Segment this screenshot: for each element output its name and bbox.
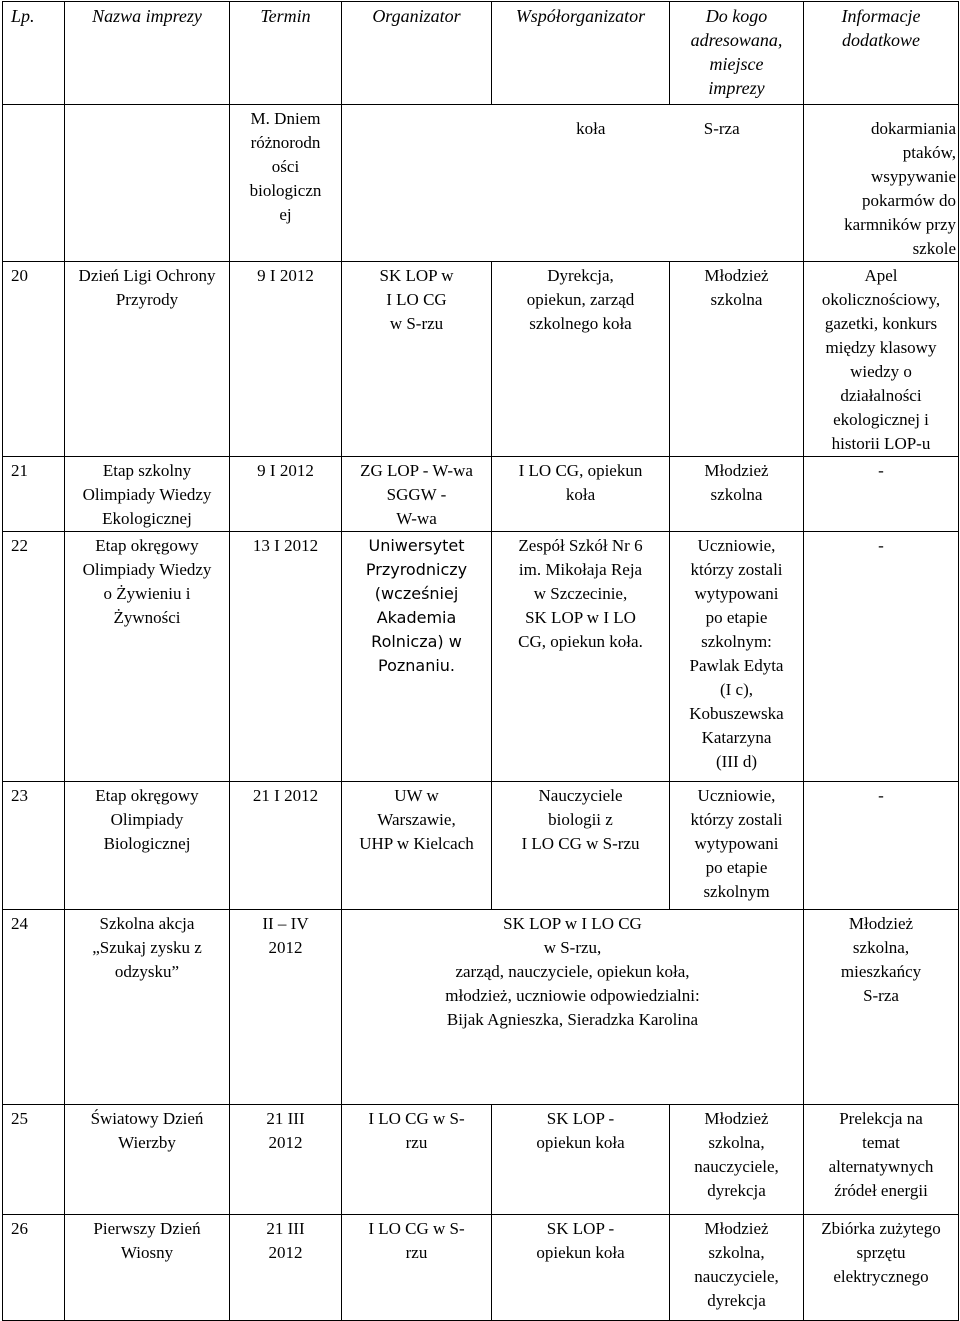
cell-name — [65, 782, 230, 910]
cell-text-line: wsypywanie — [871, 167, 956, 186]
cell-text-line: koła — [565, 485, 596, 504]
cell-info — [804, 1215, 959, 1321]
table-row — [3, 532, 959, 782]
cell-text-line: nauczyciele, — [694, 1157, 779, 1176]
cell-text-line: Uniwersytet — [368, 536, 465, 555]
cell-text-line: szkolnym — [703, 882, 770, 901]
cell-lp — [3, 1105, 65, 1215]
cell-text-line: 20 — [11, 266, 28, 285]
cell-target — [670, 782, 804, 910]
cell-co-organizer — [492, 782, 670, 910]
cell-text-line: - — [878, 786, 884, 805]
cell-name — [65, 1105, 230, 1215]
cell-text-line: sprzętu — [856, 1243, 906, 1262]
cell-organizer — [342, 457, 492, 532]
cell-target — [804, 910, 959, 1105]
cell-text-line: 9 I 2012 — [257, 461, 314, 480]
cell-text-line: karmników przy — [844, 215, 956, 234]
cell-text-line: w Szczecinie, — [533, 584, 628, 603]
cell-text-line: Etap okręgowy — [95, 536, 199, 555]
cell-text-line: 21 III — [266, 1109, 305, 1128]
cell-text-line: dyrekcja — [707, 1181, 766, 1200]
cell-text-line: Młodzież — [704, 266, 769, 285]
cell-text-line: o Żywieniu i — [103, 584, 191, 603]
cell-info — [804, 782, 959, 910]
cell-text-line: gazetki, konkurs — [824, 314, 938, 333]
cell-text-line: Apel — [864, 266, 898, 285]
cell-text-line: Do kogo — [705, 6, 768, 26]
cell-text-line: mieszkańcy — [840, 962, 922, 981]
cell-text-line: którzy zostali — [690, 810, 783, 829]
cell-text-line: im. Mikołaja Reja — [518, 560, 643, 579]
cell-text-line: Wierzby — [118, 1133, 176, 1152]
cell-info — [804, 532, 959, 782]
cell-text-line: Katarzyna — [701, 728, 772, 747]
cell-info — [804, 105, 959, 262]
cell-text-line: Przyrodniczy — [365, 560, 468, 579]
cell-text-line: 22 — [11, 536, 28, 555]
cont-text-right: S-rza — [703, 119, 740, 138]
cell-text-line: SGGW - — [386, 485, 447, 504]
cell-text-line: Młodzież — [848, 914, 914, 933]
cell-text-line: po etapie — [705, 858, 768, 877]
cell-text-line: Młodzież — [704, 1219, 769, 1238]
cell-text-line: Kobuszewska — [689, 704, 784, 723]
cell-text-line: Warszawie, — [377, 810, 456, 829]
cell-name — [65, 532, 230, 782]
cell-target — [670, 457, 804, 532]
cell-text-line: w S-rzu — [389, 314, 444, 333]
cell-text-line: ptaków, — [902, 143, 956, 162]
cell-text-line: Akademia — [376, 608, 457, 627]
cell-text-line: szkolna — [710, 485, 763, 504]
cell-co-organizer — [492, 1215, 670, 1321]
table-row — [3, 1215, 959, 1321]
cell-co-organizer — [492, 457, 670, 532]
cell-text-line: Nauczyciele — [538, 786, 623, 805]
cell-text-line: W-wa — [396, 509, 437, 528]
cell-target — [670, 1105, 804, 1215]
cell-name — [65, 105, 230, 262]
cell-text-line: 25 — [11, 1109, 28, 1128]
cell-text-line: 2012 — [268, 1133, 303, 1152]
cell-text-line: 13 I 2012 — [252, 536, 319, 555]
cell-lp — [3, 105, 65, 262]
cell-text-line: źródeł energii — [834, 1181, 928, 1200]
cell-text-line: opiekun, zarząd — [526, 290, 635, 309]
cell-text-line: II – IV — [262, 914, 309, 933]
cell-text-line: I LO CG, opiekun — [518, 461, 643, 480]
cell-text-line: 24 — [11, 914, 28, 933]
cell-text-line: imprezy — [708, 78, 765, 98]
cell-date — [230, 262, 342, 457]
cell-text-line: działalności — [840, 386, 922, 405]
cell-text-line: Pawlak Edyta — [689, 656, 784, 675]
cell-organizer — [342, 782, 492, 910]
header-target — [670, 2, 804, 105]
cell-text-line: 23 — [11, 786, 28, 805]
cell-text-line: Olimpiady Wiedzy — [82, 560, 212, 579]
cell-text-line: Wiosny — [120, 1243, 174, 1262]
cell-date — [230, 910, 342, 1105]
cell-date — [230, 1105, 342, 1215]
cell-text-line: (III d) — [715, 752, 758, 771]
cell-text-line: szkolna, — [708, 1133, 765, 1152]
cell-text-line: Olimpiady — [110, 810, 184, 829]
events-table — [2, 1, 959, 1321]
cell-organizer — [342, 262, 492, 457]
cell-text-line: rzu — [405, 1133, 428, 1152]
cell-date — [230, 782, 342, 910]
cell-name — [65, 457, 230, 532]
cell-info — [804, 1105, 959, 1215]
cell-text-line: CG, opiekun koła. — [518, 632, 643, 651]
table-row — [3, 782, 959, 910]
table-row — [3, 1105, 959, 1215]
cell-text-line: Zbiórka zużytego — [821, 1219, 941, 1238]
cell-text-line: Poznaniu. — [377, 656, 456, 675]
cell-target — [670, 532, 804, 782]
cell-text-line: S-rza — [863, 986, 899, 1005]
cell-text-line: opiekun koła — [536, 1243, 625, 1262]
cell-organizer — [342, 532, 492, 782]
cell-text-line: SK LOP w — [379, 266, 454, 285]
table-row — [3, 105, 959, 262]
cell-info — [804, 457, 959, 532]
cell-text-line: Uczniowie, — [697, 536, 776, 555]
cell-text-line: szkolna, — [852, 938, 910, 957]
cell-text-line: Etap szkolny — [102, 461, 192, 480]
cell-info — [804, 262, 959, 457]
cell-text-line: okolicznościowy, — [821, 290, 941, 309]
cell-text-line: Żywności — [113, 608, 181, 627]
cell-text-line: różnorodn — [250, 133, 321, 152]
header-co-organizer: Współorganizator — [492, 2, 670, 105]
cell-text-line: (wcześniej — [374, 584, 459, 603]
cell-lp — [3, 910, 65, 1105]
cell-merged-continuation — [342, 105, 804, 262]
cell-text-line: szkolnym: — [701, 632, 772, 651]
cell-date — [230, 532, 342, 782]
cell-text-line: Światowy Dzień — [90, 1109, 204, 1128]
cell-text-line: SK LOP - — [546, 1109, 615, 1128]
cell-organizer — [342, 1105, 492, 1215]
cell-text-line: - — [878, 461, 884, 480]
cell-text-line: 21 I 2012 — [252, 786, 319, 805]
cell-text-line: miejsce — [709, 54, 764, 74]
header-name: Nazwa imprezy — [65, 2, 230, 105]
cell-text-line: (I c), — [719, 680, 754, 699]
cont-text-left: koła — [576, 119, 606, 138]
cell-target — [670, 1215, 804, 1321]
cell-lp — [3, 457, 65, 532]
cell-text-line: 21 — [11, 461, 28, 480]
cell-text-line: SK LOP w I LO CG — [503, 914, 642, 933]
cell-text-line: alternatywnych — [828, 1157, 934, 1176]
cell-text-line: M. Dniem — [250, 109, 321, 128]
cell-text-line: 26 — [11, 1219, 28, 1238]
cell-text-line: dyrekcja — [707, 1291, 766, 1310]
cell-text-line: UHP w Kielcach — [359, 834, 474, 853]
cell-date — [230, 105, 342, 262]
cell-text-line: Ekologicznej — [102, 509, 192, 528]
cell-date — [230, 457, 342, 532]
cell-text-line: w S-rzu, — [543, 938, 602, 957]
cell-text-line: Młodzież — [704, 1109, 769, 1128]
cell-text-line: biologiczn — [249, 181, 322, 200]
cell-target — [670, 262, 804, 457]
cell-text-line: Pierwszy Dzień — [93, 1219, 201, 1238]
cell-co-organizer — [492, 262, 670, 457]
cell-text-line: między klasowy — [825, 338, 937, 357]
cell-text-line: biologii z — [548, 810, 613, 829]
header-row — [3, 2, 959, 105]
cell-text-line: Bijak Agnieszka, Sieradzka Karolina — [446, 1010, 699, 1029]
table-row — [3, 457, 959, 532]
cell-merged-organizers — [342, 910, 804, 1105]
cell-text-line: rzu — [405, 1243, 428, 1262]
cell-text-line: Biologicznej — [103, 834, 191, 853]
cell-text-line: - — [878, 536, 884, 555]
cell-text-line: temat — [862, 1133, 900, 1152]
cell-text-line: szkolnego koła — [529, 314, 632, 333]
cell-text-line: 2012 — [268, 938, 303, 957]
cell-text-line: odzysku” — [114, 962, 180, 981]
cell-text-line: Dzień Ligi Ochrony — [78, 266, 216, 285]
cell-lp — [3, 782, 65, 910]
cell-text-line: po etapie — [705, 608, 768, 627]
cell-text-line: młodzież, uczniowie odpowiedzialni: — [445, 986, 700, 1005]
cell-text-line: Zespół Szkół Nr 6 — [518, 536, 643, 555]
table-row — [3, 910, 959, 1105]
cell-text-line: Szkolna akcja — [99, 914, 195, 933]
cell-text-line: Uczniowie, — [697, 786, 776, 805]
cell-text-line: wytypowani — [694, 584, 779, 603]
cell-text-line: nauczyciele, — [694, 1267, 779, 1286]
cell-name — [65, 1215, 230, 1321]
cell-lp — [3, 532, 65, 782]
cell-text-line: dodatkowe — [842, 30, 920, 50]
cell-text-line: pokarmów do — [862, 191, 956, 210]
cell-text-line: szkolna — [710, 290, 763, 309]
header-date: Termin — [230, 2, 342, 105]
cell-text-line: wiedzy o — [850, 362, 912, 381]
cell-text-line: Dyrekcja, — [547, 266, 614, 285]
cell-name — [65, 262, 230, 457]
header-lp: Lp. — [3, 2, 65, 105]
cell-text-line: elektrycznego — [833, 1267, 929, 1286]
cell-lp — [3, 262, 65, 457]
cell-text-line: „Szukaj zysku z — [92, 938, 202, 957]
cell-text-line: adresowana, — [690, 30, 783, 50]
cell-text-line: dokarmiania — [871, 119, 956, 138]
cell-text-line: którzy zostali — [690, 560, 783, 579]
cell-text-line: Przyrody — [115, 290, 179, 309]
cell-text-line: 9 I 2012 — [257, 266, 314, 285]
header-organizer: Organizator — [342, 2, 492, 105]
cell-text-line: Rolnicza) w — [371, 632, 462, 651]
cell-organizer — [342, 1215, 492, 1321]
cell-text-line: SK LOP - — [546, 1219, 615, 1238]
cell-text-line: SK LOP w I LO — [525, 608, 636, 627]
cell-date — [230, 1215, 342, 1321]
cell-text-line: UW w — [394, 786, 439, 805]
cell-text-line: I LO CG w S- — [368, 1109, 465, 1128]
cell-lp — [3, 1215, 65, 1321]
cell-text-line: Olimpiady Wiedzy — [82, 485, 212, 504]
cell-text-line: szkole — [912, 239, 956, 258]
cell-text-line: Młodzież — [704, 461, 769, 480]
cell-text-line: Etap okręgowy — [95, 786, 199, 805]
cell-text-line: ekologicznej i — [833, 410, 929, 429]
cell-text-line: I LO CG — [386, 290, 447, 309]
cell-text-line: 21 III — [266, 1219, 305, 1238]
cell-co-organizer — [492, 1105, 670, 1215]
cell-text-line: historii LOP-u — [831, 434, 931, 453]
cell-text-line: wytypowani — [694, 834, 779, 853]
cell-text-line: zarząd, nauczyciele, opiekun koła, — [455, 962, 690, 981]
cell-text-line: opiekun koła — [536, 1133, 625, 1152]
cell-text-line: ZG LOP - W-wa — [360, 461, 473, 480]
cell-text-line: Informacje — [841, 6, 921, 26]
cell-text-line: 2012 — [268, 1243, 303, 1262]
cell-text-line: ej — [279, 205, 292, 224]
cell-text-line: Prelekcja na — [839, 1109, 923, 1128]
cell-text-line: I LO CG w S- — [368, 1219, 465, 1238]
table-row — [3, 262, 959, 457]
cell-co-organizer — [492, 532, 670, 782]
cell-text-line: ości — [271, 157, 300, 176]
cell-text-line: szkolna, — [708, 1243, 765, 1262]
cell-text-line: I LO CG w S-rzu — [521, 834, 640, 853]
cell-name — [65, 910, 230, 1105]
header-info — [804, 2, 959, 105]
